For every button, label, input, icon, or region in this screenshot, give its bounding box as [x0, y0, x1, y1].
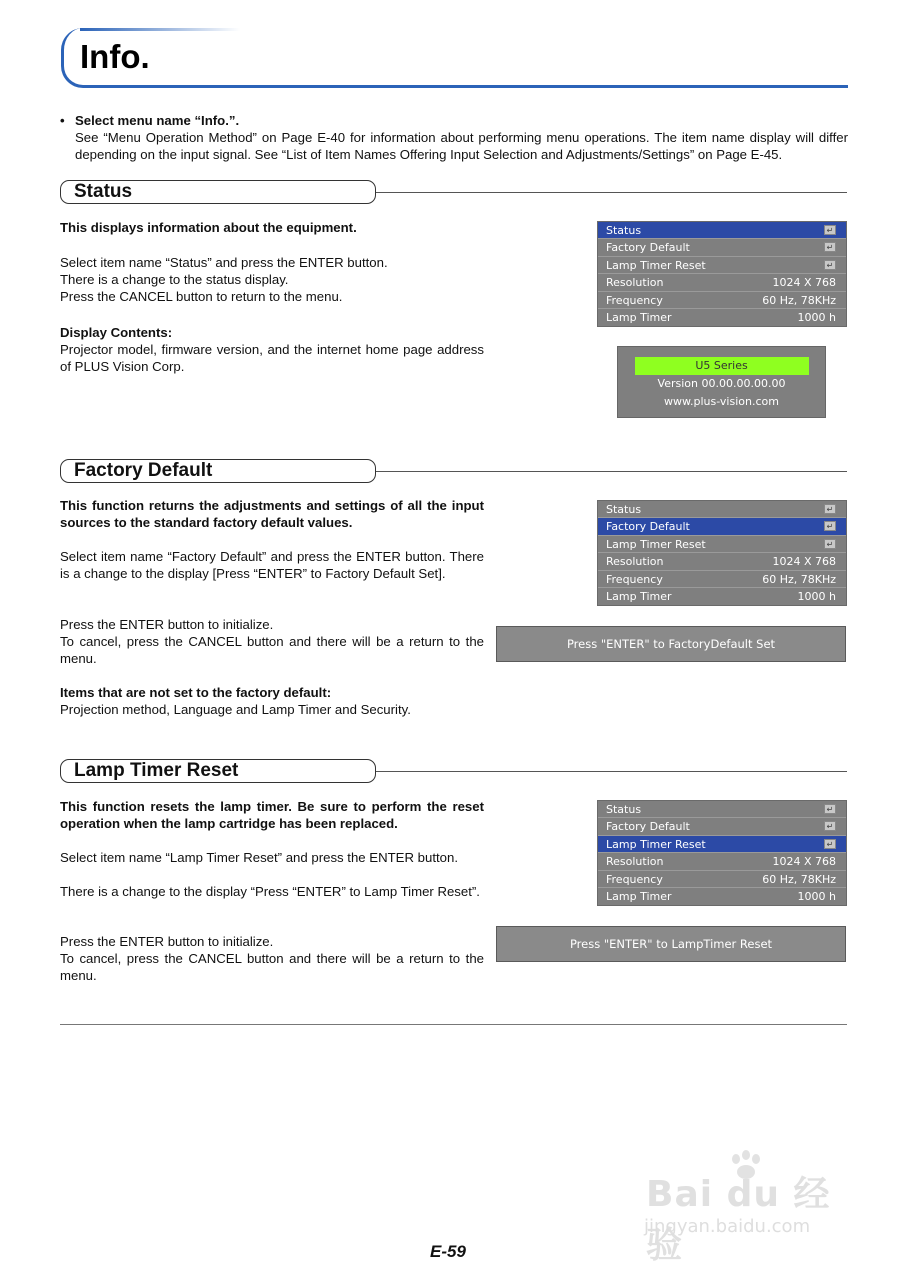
section-header-status	[60, 180, 376, 204]
menu-item-label: Resolution	[606, 855, 664, 869]
factory-initialize	[60, 616, 484, 667]
step-text: To cancel, press the CANCEL button and there will be a return to the menu.	[60, 951, 484, 983]
menu-item-label: Factory Default	[606, 520, 690, 534]
menu-item-label: Resolution	[606, 555, 664, 569]
factory-default-message: Press "ENTER" to FactoryDefault Set	[496, 626, 846, 662]
title-frame	[61, 28, 848, 88]
menu-item-value: 1024 X 768	[772, 855, 836, 869]
menu-item-status[interactable]	[598, 222, 846, 239]
menu-item-status[interactable]	[598, 501, 846, 518]
menu-item-label: Frequency	[606, 293, 663, 307]
section-title: Factory Default	[74, 460, 213, 481]
lamp-step-2: There is a change to the display “Press “ENTER” to Lamp Timer Reset”.	[60, 884, 480, 899]
menu-item-label: Factory Default	[606, 820, 690, 834]
menu-item-label: Lamp Timer Reset	[606, 837, 706, 851]
section-title: Lamp Timer Reset	[74, 760, 239, 781]
watermark-url: jingyan.baidu.com	[644, 1216, 811, 1237]
menu-item-label: Frequency	[606, 872, 663, 886]
menu-item-label: Lamp Timer	[606, 310, 672, 324]
step-text: Press the CANCEL button to return to the menu.	[60, 289, 343, 304]
step-text: Press the ENTER button to initialize.	[60, 934, 274, 949]
menu-item-value: 1000 h	[797, 889, 836, 903]
lamp-initialize	[60, 933, 484, 984]
menu-item-frequency	[598, 571, 846, 588]
factory-steps: Select item name “Factory Default” and press the ENTER button. There is a change to the display [Press “ENTER” to Factory Default Set].	[60, 549, 484, 581]
step-text: There is a change to the status display.	[60, 272, 289, 287]
step-text: To cancel, press the CANCEL button and there will be a return to the menu.	[60, 634, 484, 666]
osd-menu-status	[597, 221, 847, 327]
contents-text: Projector model, firmware version, and the internet home page address of PLUS Vision Corp.	[60, 342, 484, 374]
menu-item-value: 1000 h	[797, 310, 836, 324]
menu-item-value: 60 Hz, 78KHz	[762, 872, 836, 886]
menu-item-value: 1024 X 768	[772, 555, 836, 569]
step-text: Press the ENTER button to initialize.	[60, 617, 274, 632]
status-contents	[60, 324, 484, 375]
page-number: E-59	[430, 1242, 466, 1261]
menu-item-label: Lamp Timer	[606, 589, 672, 603]
footer-rule	[60, 1024, 847, 1025]
watermark	[640, 1150, 855, 1266]
osd-menu-factory-default	[597, 500, 847, 606]
menu-item-label: Frequency	[606, 572, 663, 586]
bullet: •	[60, 113, 65, 128]
osd-menu-lamp-timer-reset	[597, 800, 847, 906]
menu-item-value: 60 Hz, 78KHz	[762, 572, 836, 586]
status-info-display	[617, 346, 826, 418]
section-rule	[376, 471, 847, 472]
menu-item-frequency	[598, 292, 846, 309]
enter-icon: ↵	[824, 242, 836, 252]
section-rule	[376, 771, 847, 772]
menu-item-label: Lamp Timer Reset	[606, 537, 706, 551]
page-title: Info.	[80, 38, 150, 75]
menu-item-resolution	[598, 274, 846, 291]
enter-icon: ↵	[824, 839, 836, 849]
menu-item-label: Status	[606, 224, 642, 237]
factory-exceptions	[60, 684, 484, 718]
menu-item-lamp-timer	[598, 888, 846, 905]
menu-item-value: 60 Hz, 78KHz	[762, 293, 836, 307]
menu-item-resolution	[598, 553, 846, 570]
factory-lead: This function returns the adjustments and settings of all the input sources to the standard factory default values.	[60, 498, 484, 530]
menu-item-lamp-timer	[598, 309, 846, 326]
enter-icon: ↵	[824, 804, 836, 814]
status-steps	[60, 254, 484, 305]
section-rule	[376, 192, 847, 193]
enter-icon: ↵	[824, 821, 836, 831]
firmware-version: Version 00.00.00.00.00	[657, 377, 786, 390]
menu-item-label: Resolution	[606, 276, 664, 290]
enter-icon: ↵	[824, 521, 836, 531]
menu-item-lamp-timer	[598, 588, 846, 605]
watermark-logo: Bai du 经验	[646, 1174, 831, 1266]
intro-heading: Select menu name “Info.”.	[75, 113, 240, 128]
enter-icon: ↵	[824, 539, 836, 549]
exceptions-text: Projection method, Language and Lamp Timer and Security.	[60, 702, 411, 717]
title-accent-line	[80, 28, 240, 31]
menu-item-value: 1024 X 768	[772, 276, 836, 290]
exceptions-label: Items that are not set to the factory default:	[60, 685, 332, 700]
menu-item-frequency	[598, 871, 846, 888]
menu-item-label: Status	[606, 803, 642, 816]
contents-label: Display Contents:	[60, 325, 173, 340]
menu-item-factory-default[interactable]	[598, 818, 846, 835]
menu-item-label: Status	[606, 503, 642, 516]
lamp-lead: This function resets the lamp timer. Be sure to perform the reset operation when the lamp cartridge has been replaced.	[60, 799, 484, 831]
intro-block	[60, 112, 848, 163]
menu-item-label: Factory Default	[606, 241, 690, 255]
menu-item-label: Lamp Timer Reset	[606, 258, 706, 272]
section-header-factory-default	[60, 459, 376, 483]
enter-icon: ↵	[824, 225, 836, 235]
status-lead: This displays information about the equipment.	[60, 220, 357, 235]
menu-item-resolution	[598, 853, 846, 870]
menu-item-status[interactable]	[598, 801, 846, 818]
step-text: Select item name “Status” and press the ENTER button.	[60, 255, 388, 270]
website-url: www.plus-vision.com	[664, 395, 779, 408]
section-title: Status	[74, 181, 133, 202]
menu-item-value: 1000 h	[797, 589, 836, 603]
enter-icon: ↵	[824, 260, 836, 270]
menu-item-factory-default[interactable]	[598, 239, 846, 256]
menu-item-lamp-timer-reset[interactable]	[598, 257, 846, 274]
section-header-lamp-timer-reset	[60, 759, 376, 783]
model-name: U5 Series	[635, 357, 809, 375]
menu-item-factory-default[interactable]	[598, 518, 846, 535]
menu-item-lamp-timer-reset[interactable]	[598, 836, 846, 853]
lamp-step-1: Select item name “Lamp Timer Reset” and press the ENTER button.	[60, 850, 458, 865]
menu-item-label: Lamp Timer	[606, 889, 672, 903]
intro-body: See “Menu Operation Method” on Page E-40 for information about performing menu operations. The item name display will differ depending on the input signal. See “List of Item Names Offering Input Selection and Adjustments/Settings” on Page E-45.	[75, 130, 848, 162]
enter-icon: ↵	[824, 504, 836, 514]
lamp-timer-reset-message: Press "ENTER" to LampTimer Reset	[496, 926, 846, 962]
menu-item-lamp-timer-reset[interactable]	[598, 536, 846, 553]
